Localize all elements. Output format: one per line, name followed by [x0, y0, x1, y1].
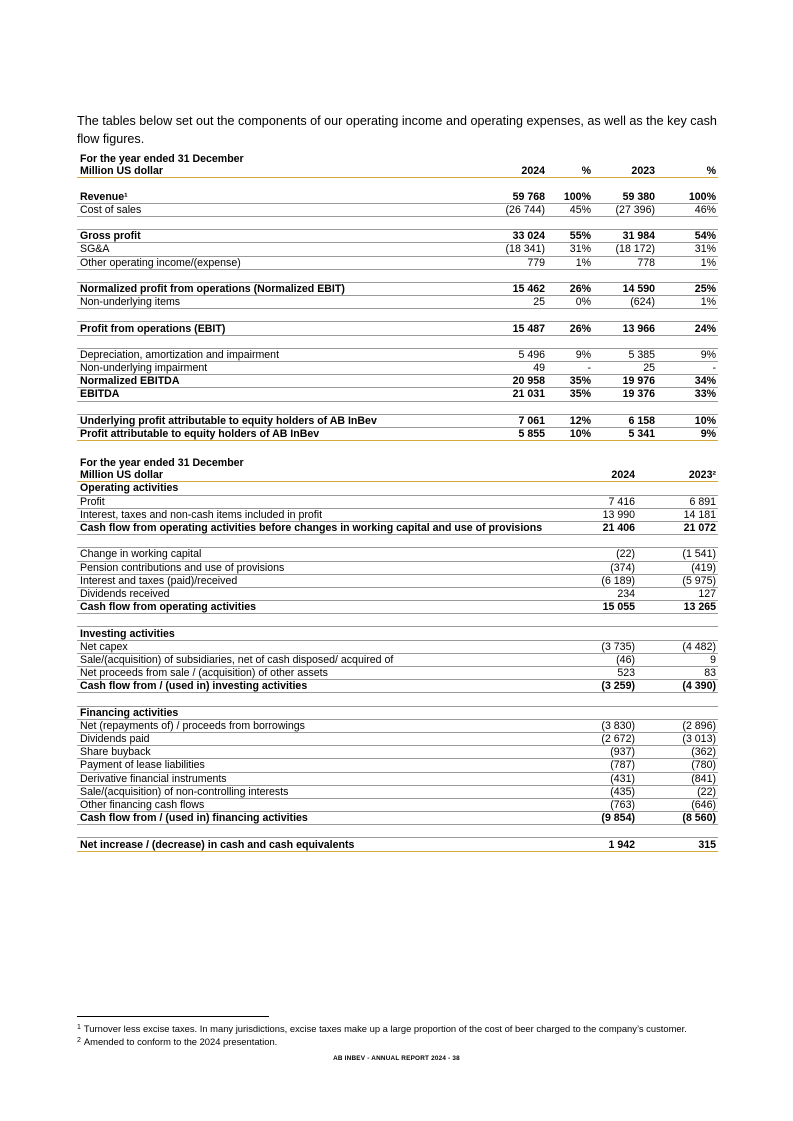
- row-value: 9%: [657, 348, 718, 361]
- row-value: (419): [637, 561, 718, 574]
- table-row: [77, 362, 718, 375]
- footnote-1: [77, 1022, 717, 1035]
- row-value: (22): [637, 785, 718, 798]
- row-label: Interest and taxes (paid)/received: [77, 574, 557, 587]
- row-label: Dividends received: [77, 587, 557, 600]
- row-label: Payment of lease liabilities: [77, 759, 557, 772]
- row-label: Share buyback: [77, 746, 557, 759]
- row-value: 19 976: [593, 375, 657, 388]
- column-header: 2024: [482, 165, 547, 178]
- header-row: [77, 165, 718, 178]
- row-value: 5 496: [482, 348, 547, 361]
- row-value: (5 975): [637, 574, 718, 587]
- row-value: 9%: [657, 427, 718, 440]
- page-footer: AB INBEV - ANNUAL REPORT 2024 - 38: [333, 1055, 460, 1062]
- row-label: Non-underlying impairment: [77, 362, 482, 375]
- spacer-cell: [637, 614, 718, 627]
- row-value: 25%: [657, 282, 718, 295]
- intro-paragraph: The tables below set out the components of our operating income and operating expenses, as well as the key cash flow figures.: [77, 114, 717, 146]
- row-value: (763): [557, 798, 637, 811]
- row-value: (6 189): [557, 574, 637, 587]
- row-label: Cash flow from / (used in) financing activities: [77, 812, 557, 825]
- row-value: 83: [637, 667, 718, 680]
- row-value: 21 406: [557, 521, 637, 534]
- table-row: [77, 706, 718, 719]
- row-value: 6 158: [593, 414, 657, 427]
- column-header: %: [547, 165, 593, 178]
- row-value: [557, 482, 637, 495]
- table-row: [77, 574, 718, 587]
- row-value: 21 031: [482, 388, 547, 401]
- spacer-cell: [593, 309, 657, 322]
- income-table: [77, 153, 718, 441]
- row-value: -: [547, 362, 593, 375]
- row-value: (435): [557, 785, 637, 798]
- row-value: 35%: [547, 388, 593, 401]
- table-row: [77, 798, 718, 811]
- row-value: (9 854): [557, 812, 637, 825]
- table-row: [77, 521, 718, 534]
- row-value: 26%: [547, 322, 593, 335]
- table-row: [77, 680, 718, 693]
- row-value: [637, 482, 718, 495]
- spacer-cell: [482, 178, 547, 191]
- row-value: (3 735): [557, 640, 637, 653]
- row-value: (18 172): [593, 243, 657, 256]
- row-value: 1%: [657, 256, 718, 269]
- spacer-row: [77, 614, 718, 627]
- row-label: Cash flow from / (used in) investing activities: [77, 680, 557, 693]
- row-label: Underlying profit attributable to equity holders of AB InBev: [77, 414, 482, 427]
- row-value: (3 013): [637, 732, 718, 745]
- row-value: 100%: [547, 191, 593, 204]
- table-row: [77, 812, 718, 825]
- footnote-marker: 2: [77, 1037, 81, 1045]
- table-row: [77, 601, 718, 614]
- table-row: [77, 548, 718, 561]
- spacer-cell: [547, 269, 593, 282]
- unit-label: Million US dollar: [77, 165, 482, 178]
- table-row: [77, 203, 718, 216]
- row-value: 34%: [657, 375, 718, 388]
- header-blank: [547, 153, 593, 165]
- table-row: [77, 191, 718, 204]
- row-value: 234: [557, 587, 637, 600]
- row-value: 127: [637, 587, 718, 600]
- row-value: 21 072: [637, 521, 718, 534]
- spacer-cell: [637, 535, 718, 548]
- row-value: (937): [557, 746, 637, 759]
- row-label: SG&A: [77, 243, 482, 256]
- spacer-row: [77, 269, 718, 282]
- row-value: (27 396): [593, 203, 657, 216]
- row-value: 13 990: [557, 508, 637, 521]
- spacer-cell: [77, 693, 557, 706]
- spacer-cell: [637, 825, 718, 838]
- row-value: (26 744): [482, 203, 547, 216]
- row-label: EBITDA: [77, 388, 482, 401]
- row-label: Net capex: [77, 640, 557, 653]
- footnote-text: Amended to conform to the 2024 presentation.: [83, 1036, 278, 1048]
- table-row: [77, 561, 718, 574]
- table-row: [77, 653, 718, 666]
- row-value: 10%: [657, 414, 718, 427]
- spacer-cell: [77, 216, 482, 229]
- footnote-rule: [77, 1016, 269, 1017]
- spacer-row: [77, 309, 718, 322]
- row-value: (624): [593, 296, 657, 309]
- table-row: [77, 427, 718, 440]
- spacer-cell: [547, 178, 593, 191]
- row-label: Revenue¹: [77, 191, 482, 204]
- row-value: 49: [482, 362, 547, 375]
- table-row: [77, 667, 718, 680]
- row-value: 9: [637, 653, 718, 666]
- row-label: Cash flow from operating activities: [77, 601, 557, 614]
- column-header: 2023²: [637, 469, 718, 482]
- row-label: Profit from operations (EBIT): [77, 322, 482, 335]
- row-value: 35%: [547, 375, 593, 388]
- row-label: Normalized EBITDA: [77, 375, 482, 388]
- row-label: Profit: [77, 495, 557, 508]
- spacer-cell: [557, 614, 637, 627]
- row-label: Net proceeds from sale / (acquisition) of other assets: [77, 667, 557, 680]
- table-row: [77, 508, 718, 521]
- row-value: 9%: [547, 348, 593, 361]
- row-value: (18 341): [482, 243, 547, 256]
- spacer-cell: [557, 825, 637, 838]
- header-blank: [593, 153, 657, 165]
- footnote-2: [77, 1035, 717, 1048]
- row-label: Interest, taxes and non-cash items included in profit: [77, 508, 557, 521]
- row-value: 54%: [657, 230, 718, 243]
- spacer-cell: [547, 309, 593, 322]
- spacer-row: [77, 178, 718, 191]
- row-label: Change in working capital: [77, 548, 557, 561]
- row-label: Net increase / (decrease) in cash and cash equivalents: [77, 838, 557, 851]
- spacer-cell: [77, 269, 482, 282]
- row-value: 5 385: [593, 348, 657, 361]
- table-row: [77, 230, 718, 243]
- row-value: 14 590: [593, 282, 657, 295]
- header-blank: [557, 457, 637, 469]
- table-row: [77, 482, 718, 495]
- spacer-cell: [482, 401, 547, 414]
- row-value: 12%: [547, 414, 593, 427]
- spacer-cell: [77, 535, 557, 548]
- row-value: (4 482): [637, 640, 718, 653]
- spacer-cell: [77, 401, 482, 414]
- table-row: [77, 627, 718, 640]
- row-value: 31%: [657, 243, 718, 256]
- row-value: (431): [557, 772, 637, 785]
- table-row: [77, 375, 718, 388]
- spacer-cell: [593, 335, 657, 348]
- row-value: 5 855: [482, 427, 547, 440]
- table-row: [77, 243, 718, 256]
- row-value: (841): [637, 772, 718, 785]
- header-row: [77, 457, 718, 469]
- table-row: [77, 414, 718, 427]
- row-value: (3 830): [557, 719, 637, 732]
- spacer-cell: [482, 216, 547, 229]
- row-value: [557, 627, 637, 640]
- row-label: Cash flow from operating activities before changes in working capital and use of provisions: [77, 521, 557, 534]
- row-value: 1%: [657, 296, 718, 309]
- row-label: Depreciation, amortization and impairment: [77, 348, 482, 361]
- row-value: (3 259): [557, 680, 637, 693]
- table-row: [77, 256, 718, 269]
- spacer-cell: [547, 401, 593, 414]
- row-value: [637, 706, 718, 719]
- table-row: [77, 348, 718, 361]
- spacer-cell: [593, 401, 657, 414]
- table-row: [77, 759, 718, 772]
- row-label: Dividends paid: [77, 732, 557, 745]
- spacer-row: [77, 825, 718, 838]
- spacer-cell: [637, 693, 718, 706]
- table-row: [77, 785, 718, 798]
- row-label: Net (repayments of) / proceeds from borrowings: [77, 719, 557, 732]
- row-label: Profit attributable to equity holders of AB InBev: [77, 427, 482, 440]
- header-blank: [637, 457, 718, 469]
- row-value: 33%: [657, 388, 718, 401]
- row-value: (8 560): [637, 812, 718, 825]
- row-value: (22): [557, 548, 637, 561]
- spacer-cell: [657, 269, 718, 282]
- column-header: 2024: [557, 469, 637, 482]
- header-blank: [482, 153, 547, 165]
- spacer-cell: [77, 178, 482, 191]
- row-value: 10%: [547, 427, 593, 440]
- table-row: [77, 388, 718, 401]
- row-value: 59 768: [482, 191, 547, 204]
- row-value: 15 487: [482, 322, 547, 335]
- column-header: 2023: [593, 165, 657, 178]
- table-row: [77, 772, 718, 785]
- spacer-cell: [482, 309, 547, 322]
- row-label: Other operating income/(expense): [77, 256, 482, 269]
- row-label: Derivative financial instruments: [77, 772, 557, 785]
- table-row: [77, 296, 718, 309]
- spacer-cell: [657, 401, 718, 414]
- row-label: Gross profit: [77, 230, 482, 243]
- table-row: [77, 746, 718, 759]
- column-header: %: [657, 165, 718, 178]
- spacer-cell: [657, 335, 718, 348]
- row-value: 45%: [547, 203, 593, 216]
- spacer-cell: [482, 335, 547, 348]
- row-value: (787): [557, 759, 637, 772]
- spacer-cell: [482, 269, 547, 282]
- row-value: 5 341: [593, 427, 657, 440]
- row-value: [557, 706, 637, 719]
- row-value: (780): [637, 759, 718, 772]
- footnotes: [77, 1022, 717, 1049]
- spacer-cell: [557, 693, 637, 706]
- row-value: 26%: [547, 282, 593, 295]
- row-value: 24%: [657, 322, 718, 335]
- row-value: 6 891: [637, 495, 718, 508]
- spacer-cell: [77, 309, 482, 322]
- row-value: 7 416: [557, 495, 637, 508]
- row-value: (2 672): [557, 732, 637, 745]
- row-value: 15 462: [482, 282, 547, 295]
- table-row: [77, 495, 718, 508]
- spacer-row: [77, 535, 718, 548]
- row-value: (46): [557, 653, 637, 666]
- row-label: Normalized profit from operations (Normalized EBIT): [77, 282, 482, 295]
- header-row: [77, 469, 718, 482]
- row-value: (1 541): [637, 548, 718, 561]
- spacer-cell: [77, 614, 557, 627]
- table-row: [77, 719, 718, 732]
- row-value: 523: [557, 667, 637, 680]
- row-value: 59 380: [593, 191, 657, 204]
- row-value: 778: [593, 256, 657, 269]
- row-value: -: [657, 362, 718, 375]
- row-label: Other financing cash flows: [77, 798, 557, 811]
- row-value: (4 390): [637, 680, 718, 693]
- spacer-cell: [657, 309, 718, 322]
- row-value: 31 984: [593, 230, 657, 243]
- table-row: [77, 587, 718, 600]
- row-value: [637, 627, 718, 640]
- row-label: Investing activities: [77, 627, 557, 640]
- row-value: 13 265: [637, 601, 718, 614]
- row-value: 31%: [547, 243, 593, 256]
- row-label: Financing activities: [77, 706, 557, 719]
- cashflow-table: [77, 457, 718, 852]
- period-label: For the year ended 31 December: [80, 457, 244, 470]
- row-label: Sale/(acquisition) of non-controlling interests: [77, 785, 557, 798]
- row-value: 20 958: [482, 375, 547, 388]
- spacer-row: [77, 693, 718, 706]
- footnote-text: Turnover less excise taxes. In many jurisdictions, excise taxes make up a large proportion of the cost of beer charged to the company’s customer.: [83, 1023, 687, 1034]
- row-value: 19 376: [593, 388, 657, 401]
- row-label: Sale/(acquisition) of subsidiaries, net of cash disposed/ acquired of: [77, 653, 557, 666]
- row-value: (374): [557, 561, 637, 574]
- table-row: [77, 322, 718, 335]
- row-value: 1 942: [557, 838, 637, 851]
- unit-label: Million US dollar: [77, 469, 557, 482]
- spacer-cell: [657, 216, 718, 229]
- spacer-cell: [593, 216, 657, 229]
- period-label: For the year ended 31 December: [80, 153, 244, 166]
- row-label: Non-underlying items: [77, 296, 482, 309]
- row-value: 1%: [547, 256, 593, 269]
- row-value: 100%: [657, 191, 718, 204]
- spacer-cell: [593, 269, 657, 282]
- row-value: 13 966: [593, 322, 657, 335]
- spacer-cell: [557, 535, 637, 548]
- spacer-row: [77, 401, 718, 414]
- spacer-cell: [77, 825, 557, 838]
- row-value: 779: [482, 256, 547, 269]
- table-row: [77, 838, 718, 851]
- row-value: 46%: [657, 203, 718, 216]
- table-row: [77, 640, 718, 653]
- row-value: 315: [637, 838, 718, 851]
- row-value: 33 024: [482, 230, 547, 243]
- row-label: Operating activities: [77, 482, 557, 495]
- row-value: (646): [637, 798, 718, 811]
- row-value: 55%: [547, 230, 593, 243]
- row-value: 25: [593, 362, 657, 375]
- row-value: 14 181: [637, 508, 718, 521]
- row-value: 15 055: [557, 601, 637, 614]
- spacer-cell: [547, 216, 593, 229]
- spacer-row: [77, 335, 718, 348]
- row-value: 0%: [547, 296, 593, 309]
- row-value: 7 061: [482, 414, 547, 427]
- row-label: Pension contributions and use of provisions: [77, 561, 557, 574]
- row-value: (362): [637, 746, 718, 759]
- table-row: [77, 732, 718, 745]
- row-value: (2 896): [637, 719, 718, 732]
- spacer-cell: [657, 178, 718, 191]
- spacer-row: [77, 216, 718, 229]
- spacer-cell: [593, 178, 657, 191]
- row-label: Cost of sales: [77, 203, 482, 216]
- header-row: [77, 153, 718, 165]
- table-row: [77, 282, 718, 295]
- spacer-cell: [77, 335, 482, 348]
- spacer-cell: [547, 335, 593, 348]
- row-value: 25: [482, 296, 547, 309]
- header-blank: [657, 153, 718, 165]
- footnote-marker: 1: [77, 1024, 81, 1031]
